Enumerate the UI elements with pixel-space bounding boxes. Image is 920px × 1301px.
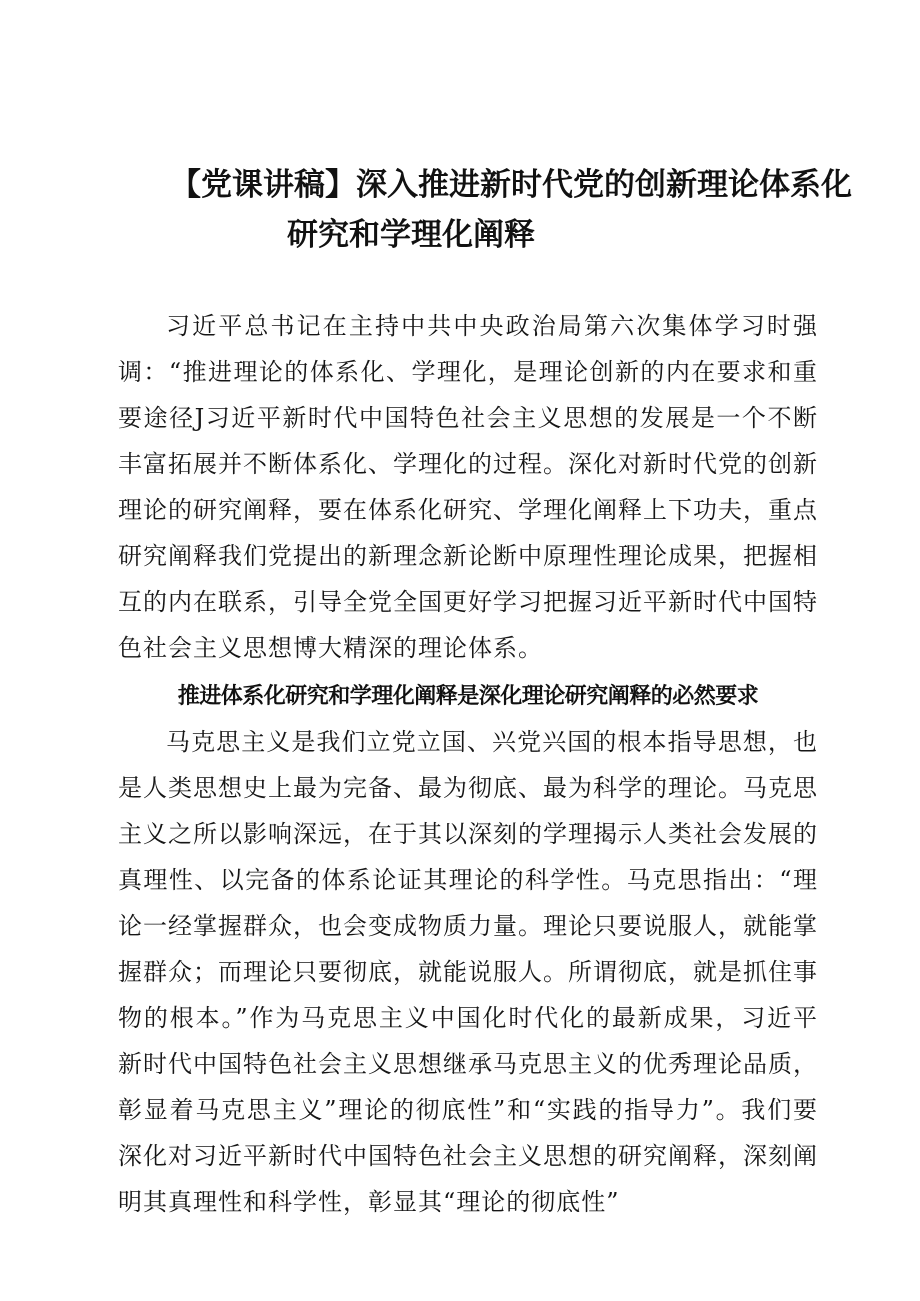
body-paragraph: 马克思主义是我们立党立国、兴党兴国的根本指导思想，也是人类思想史上最为完备、最为彻底、最为科学的理论。马克思主义之所以影响深远，在于其以深刻的学理揭示人类社会发展的真理性、以完备的体系论证其理论的科学性。马克思指出：“理论一经掌握群众，也会变成物质力量。理论只要说服人，就能掌握群众；而理论只要彻底，就能说服人。所谓彻底，就是抓住事物的根本。”作为马克思主义中国化时代化的最新成果，习近平新时代中国特色社会主义思想继承马克思主义的优秀理论品质，彰显着马克思主义”理论的彻底性”和“实践的指导力”。我们要深化对习近平新时代中国特色社会主义思想的研究阐释，深刻阐明其真理性和科学性，彰显其“理论的彻底性”: [118, 728, 818, 1216]
document-title: [170, 160, 852, 260]
intro-paragraph: 习近平总书记在主持中共中央政治局第六次集体学习时强调：“推进理论的体系化、学理化，是理论创新的内在要求和重要途径J习近平新时代中国特色社会主义思想的发展是一个不断丰富拓展并不断体系化、学理化的过程。深化对新时代党的创新理论的研究阐释，要在体系化研究、学理化阐释上下功夫，重点研究阐释我们党提出的新理念新论断中原理性理论成果，把握相互的内在联系，引导全党全国更好学习把握习近平新时代中国特色社会主义思想博大精深的理论体系。: [118, 312, 818, 662]
title-line-2: 研究和学理化阐释: [287, 217, 535, 253]
document-body: [118, 303, 818, 1225]
title-line-1: 【党课讲稿】深入推进新时代党的创新理论体系化: [170, 167, 852, 203]
section-heading: 推进体系化研究和学理化阐释是深化理论研究阐释的必然要求: [177, 684, 759, 709]
